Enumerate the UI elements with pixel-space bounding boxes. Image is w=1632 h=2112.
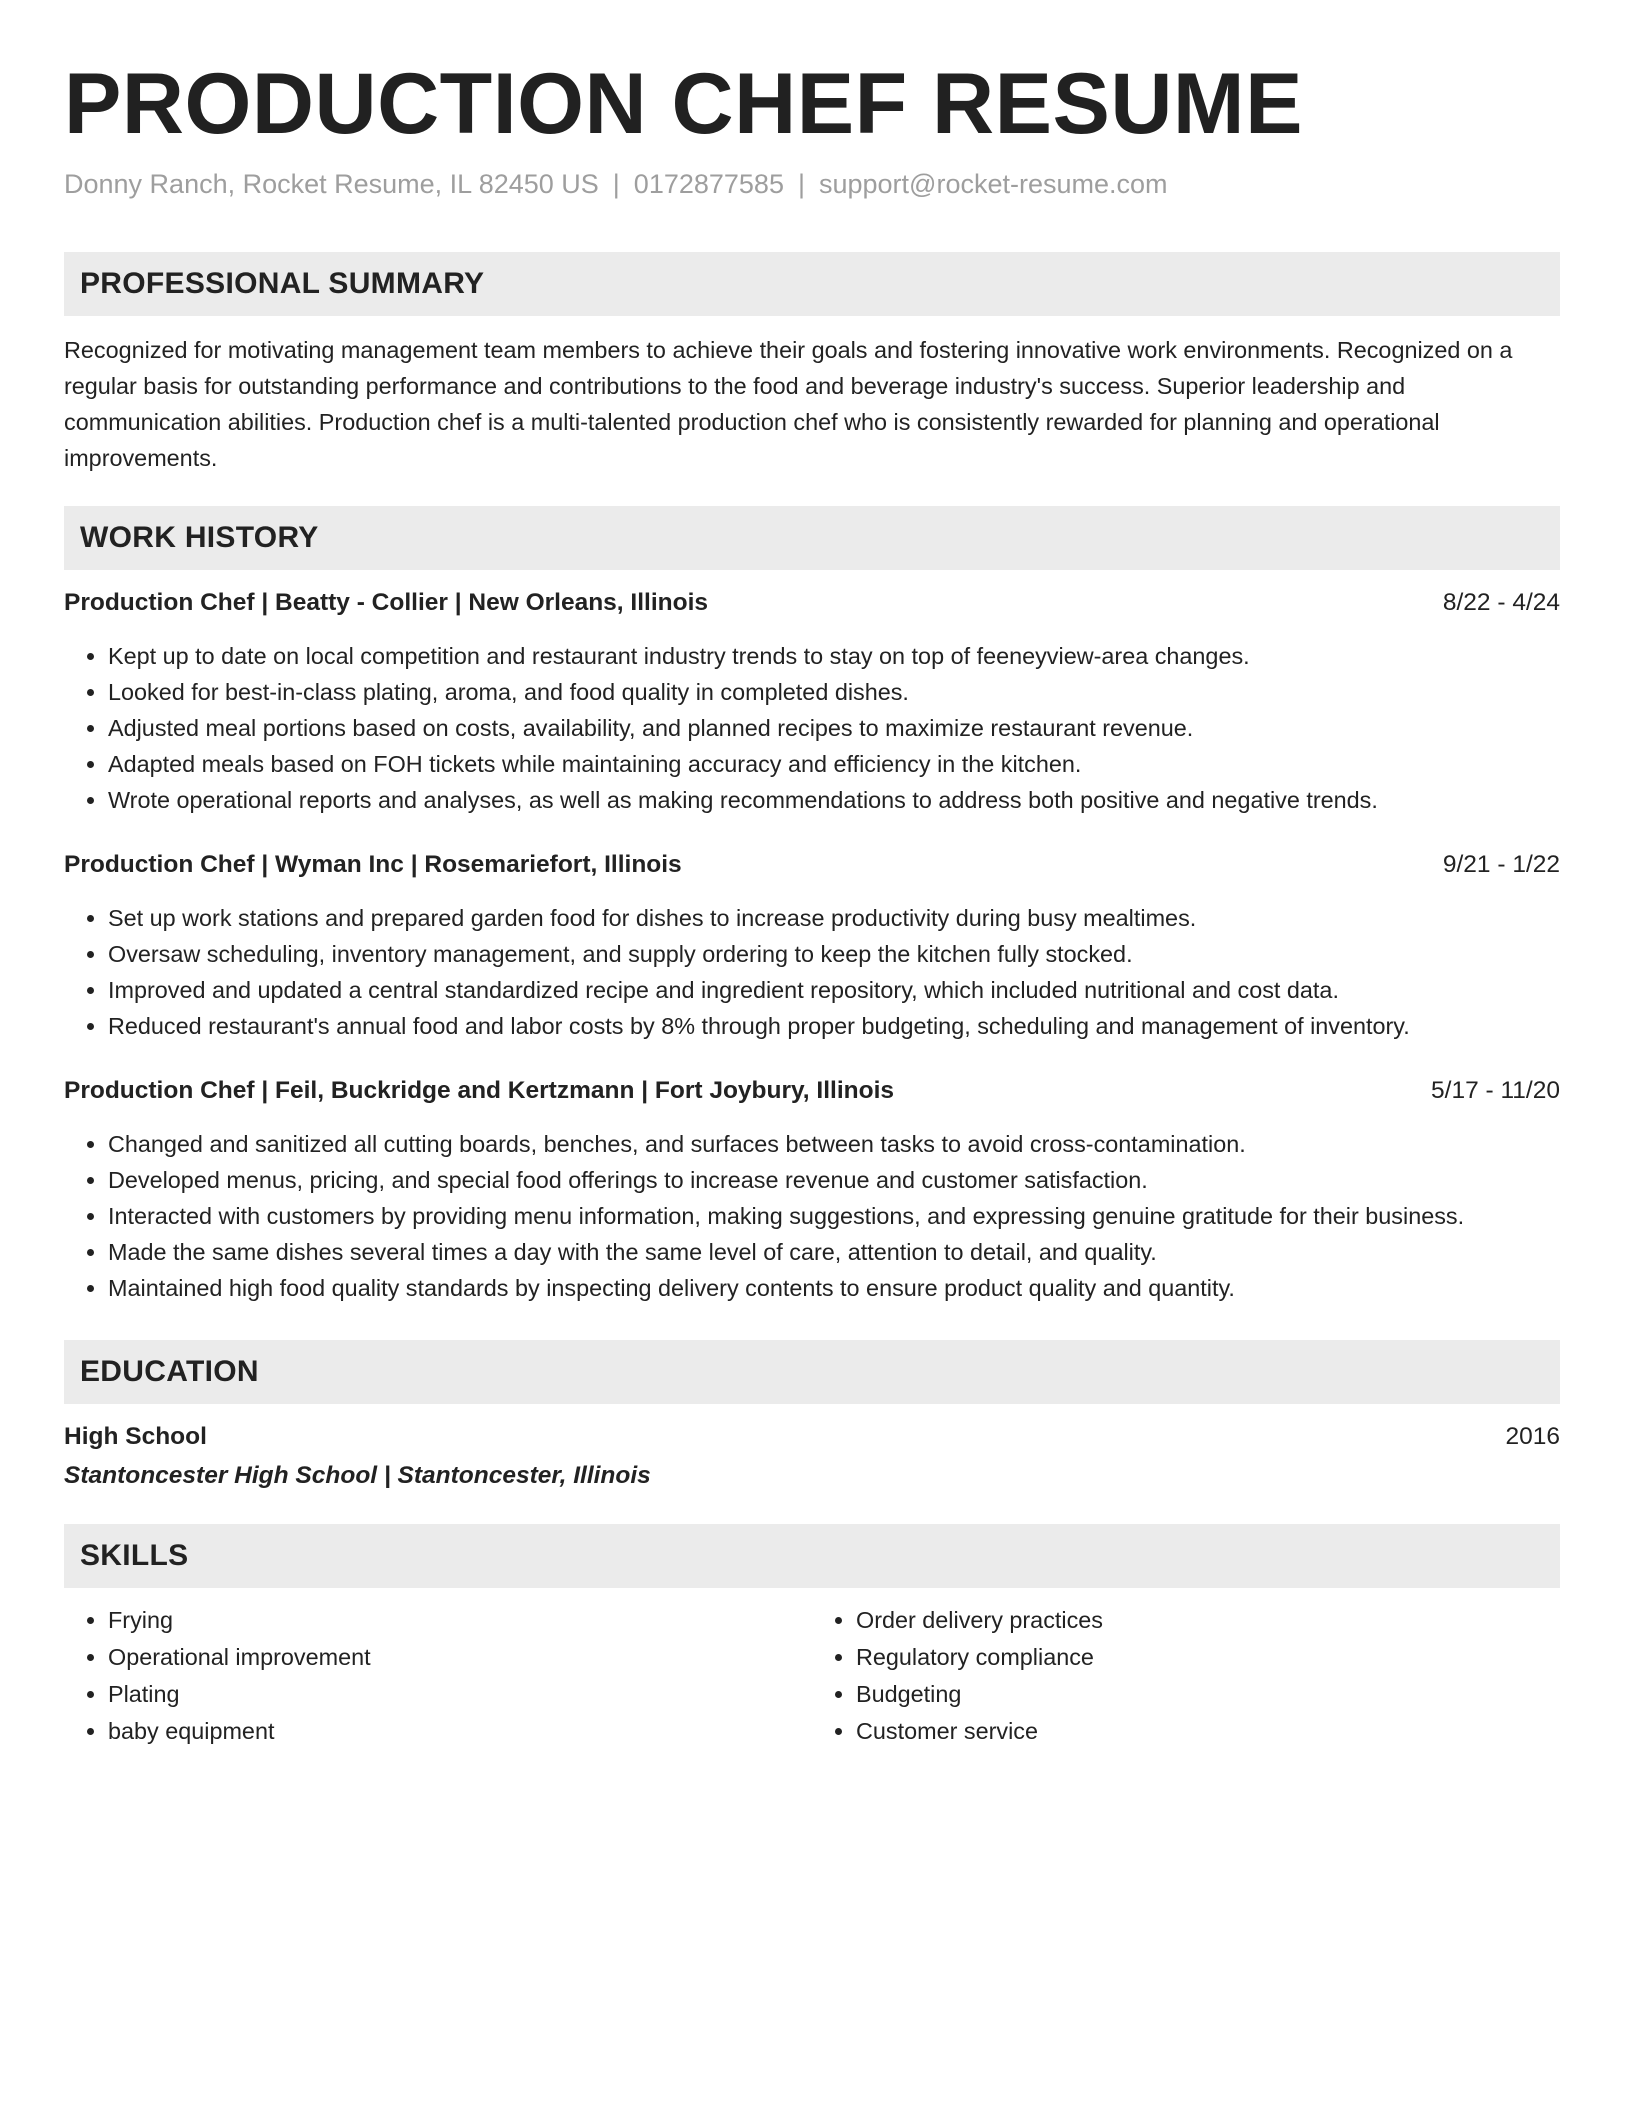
- skill-item: • Regulatory compliance: [856, 1639, 1560, 1676]
- job-bullet: • Interacted with customers by providing menu information, making suggestions, and expressing genuine gratitude for their business.: [108, 1198, 1560, 1234]
- section-heading-skills: SKILLS: [64, 1524, 1560, 1588]
- skill-item: • Plating: [108, 1676, 812, 1713]
- education-school: Stantoncester High School | Stantoncester, Illinois: [64, 1462, 651, 1489]
- summary-text: Recognized for motivating management team members to achieve their goals and fostering innovative work environments. Recognized on a regular basis for outstanding performance and contributions to the food and beverage industry's success. Superior leadership and communication abilities. Production chef is a multi-talented production chef who is consistently rewarded for planning and operational improvements.: [64, 337, 1513, 471]
- skill-item: • Order delivery practices: [856, 1602, 1560, 1639]
- job-header: [64, 1074, 1560, 1108]
- contact-email: support@rocket-resume.com: [818, 169, 1168, 199]
- job-dates: 5/17 - 11/20: [1431, 1077, 1560, 1104]
- skill-item: • Customer service: [856, 1713, 1560, 1750]
- job-bullet: • Developed menus, pricing, and special food offerings to increase revenue and customer satisfaction.: [108, 1162, 1560, 1198]
- job-bullets: [64, 900, 1560, 1044]
- job-bullet: • Adapted meals based on FOH tickets while maintaining accuracy and efficiency in the kitchen.: [108, 746, 1560, 782]
- contact-line: [64, 166, 1560, 202]
- skills-column-right: [812, 1602, 1560, 1750]
- contact-separator: |: [797, 169, 805, 199]
- job-bullet: • Looked for best-in-class plating, aroma, and food quality in completed dishes.: [108, 674, 1560, 710]
- skill-item: • Frying: [108, 1602, 812, 1639]
- job-header: [64, 586, 1560, 620]
- section-heading-summary: PROFESSIONAL SUMMARY: [64, 252, 1560, 316]
- job-title: Production Chef | Beatty - Collier | New Orleans, Illinois: [64, 589, 709, 616]
- job-bullet: • Kept up to date on local competition and restaurant industry trends to stay on top of feeneyview-area changes.: [108, 638, 1560, 674]
- job-title: Production Chef | Feil, Buckridge and Kertzmann | Fort Joybury, Illinois: [64, 1077, 895, 1104]
- job-bullet: • Wrote operational reports and analyses, as well as making recommendations to address both positive and negative trends.: [108, 782, 1560, 818]
- skill-item: • Operational improvement: [108, 1639, 812, 1676]
- job-bullets: [64, 638, 1560, 818]
- education-header: [64, 1420, 1560, 1454]
- education-degree: High School: [64, 1423, 207, 1450]
- job-header: [64, 848, 1560, 882]
- job-dates: 8/22 - 4/24: [1442, 589, 1560, 616]
- job-entry: [64, 586, 1560, 818]
- education-entry: [64, 1420, 1560, 1494]
- skill-item: • Budgeting: [856, 1676, 1560, 1713]
- job-title: Production Chef | Wyman Inc | Rosemariefort, Illinois: [64, 851, 682, 878]
- contact-address: Donny Ranch, Rocket Resume, IL 82450 US: [64, 169, 599, 199]
- job-bullet: • Made the same dishes several times a day with the same level of care, attention to detail, and quality.: [108, 1234, 1560, 1270]
- education-year: 2016: [1505, 1423, 1560, 1450]
- skill-item: • baby equipment: [108, 1713, 812, 1750]
- section-heading-work-history: WORK HISTORY: [64, 506, 1560, 570]
- resume-title: PRODUCTION CHEF RESUME: [64, 56, 1303, 152]
- job-bullet: • Set up work stations and prepared garden food for dishes to increase productivity during busy mealtimes.: [108, 900, 1560, 936]
- job-bullet: • Reduced restaurant's annual food and labor costs by 8% through proper budgeting, scheduling and management of inventory.: [108, 1008, 1560, 1044]
- job-bullets: [64, 1126, 1560, 1306]
- job-bullet: • Improved and updated a central standardized recipe and ingredient repository, which included nutritional and cost data.: [108, 972, 1560, 1008]
- job-bullet: • Adjusted meal portions based on costs, availability, and planned recipes to maximize restaurant revenue.: [108, 710, 1560, 746]
- skills-column-left: [64, 1602, 812, 1750]
- job-bullet: • Changed and sanitized all cutting boards, benches, and surfaces between tasks to avoid cross-contamination.: [108, 1126, 1560, 1162]
- contact-phone: 0172877585: [633, 169, 784, 199]
- job-bullet: • Maintained high food quality standards by inspecting delivery contents to ensure product quality and quantity.: [108, 1270, 1560, 1306]
- skills-list: [64, 1602, 1560, 1750]
- contact-separator: |: [612, 169, 620, 199]
- job-bullet: • Oversaw scheduling, inventory management, and supply ordering to keep the kitchen fully stocked.: [108, 936, 1560, 972]
- job-dates: 9/21 - 1/22: [1442, 851, 1560, 878]
- section-heading-education: EDUCATION: [64, 1340, 1560, 1404]
- resume-page: [64, 0, 1560, 1750]
- job-entry: [64, 1074, 1560, 1306]
- job-entry: [64, 848, 1560, 1044]
